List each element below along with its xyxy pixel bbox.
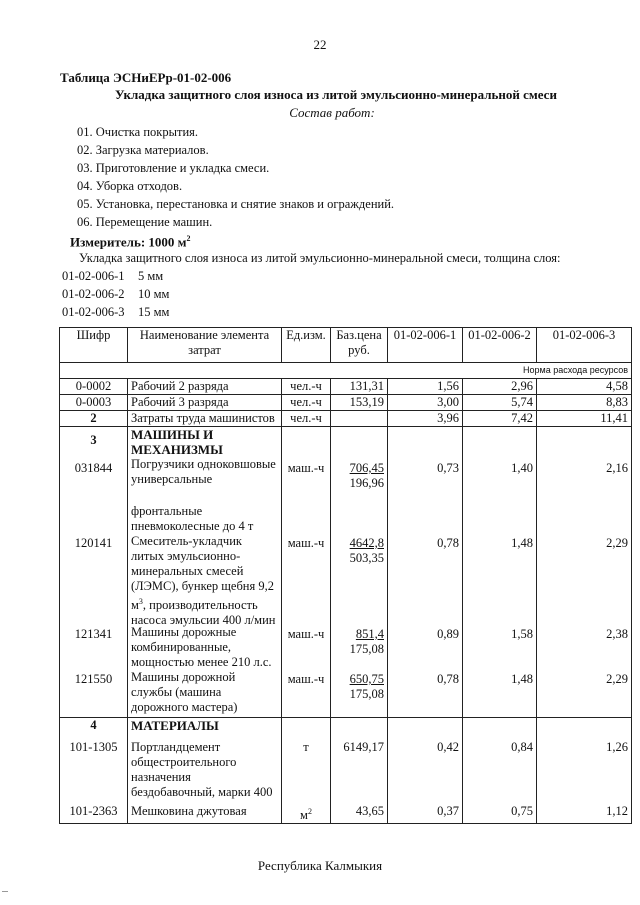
material-c2: 0,84 [511,740,533,754]
cell-code: 0-0003 [60,395,128,411]
measure-unit: Измеритель: 1000 $м^2$ [70,234,191,250]
code-line: 01-02-006-2 10 мм [62,287,170,301]
machine-c1: 0,89 [437,627,459,641]
materials-block-c1 [388,718,463,824]
material-price: 43,65 [355,804,384,818]
machines-block-units [282,427,331,718]
machine-name-cont: фронтальные пневмоколесные до 4 т [131,504,254,533]
resource-table [59,327,632,824]
section-materials [60,718,632,824]
norm-label: Норма расхода ресурсов [60,363,632,379]
machine-c2: 1,40 [511,461,533,475]
machine-code: 031844 [74,461,113,475]
machine-unit: маш.-ч [287,627,325,641]
material-unit: т [303,740,309,754]
section-title: МАШИНЫ И МЕХАНИЗМЫ [131,427,223,457]
work-item: 02. Загрузка материалов. [77,143,209,157]
cell-c2: 5,74 [463,395,537,411]
machine-unit: маш.-ч [287,461,325,475]
cell-unit: чел.-ч [282,379,331,395]
code-line: 01-02-006-1 5 мм [62,269,164,283]
machine-c1: 0,78 [437,672,459,686]
machine-code: 121341 [74,627,113,641]
material-c1: 0,37 [437,804,459,818]
work-description: Укладка защитного слоя износа из литой эмульсионно-минеральной смеси, толщина слоя: [79,251,561,265]
material-c1: 0,42 [437,740,459,754]
section-code: 4 [90,718,97,732]
machine-c3: 2,29 [606,536,628,550]
header-col1: 01-02-006-1 [388,328,463,363]
machines-block-c3 [537,427,632,718]
table-row [60,395,632,411]
page-number: 22 [313,37,327,52]
material-price: 6149,17 [343,740,384,754]
cell-price: 153,19 [331,395,388,411]
machine-c1: 0,78 [437,536,459,550]
table-header-row [60,328,632,363]
header-name: Наименование элемента затрат [128,328,282,363]
cell-price [331,411,388,427]
work-item: 04. Уборка отходов. [77,179,183,193]
machine-unit: маш.-ч [287,536,325,550]
machine-price: 851,4 175,08 [349,627,384,656]
cell-name: Рабочий 2 разряда [128,379,282,395]
materials-block-units [282,718,331,824]
table-row [60,411,632,427]
material-code: 101-2363 [69,804,118,818]
scan-mark [2,891,8,892]
material-code: 101-1305 [69,740,118,754]
cell-c3: 4,58 [537,379,632,395]
header-price: Баз.цена руб. [331,328,388,363]
header-col3: 01-02-006-3 [537,328,632,363]
machine-name: Машины дорожной службы (машина дорожного мастера) [131,670,238,714]
machine-code: 120141 [74,536,113,550]
materials-block-codes [60,718,128,824]
machines-block-c2 [463,427,537,718]
header-unit: Ед.изм. [282,328,331,363]
materials-block-prices [331,718,388,824]
header-code: Шифр [60,328,128,363]
cell-c1: 3,00 [388,395,463,411]
section-code: 3 [90,433,97,447]
material-unit: $м^2$ [300,807,312,823]
machine-c3: 2,29 [606,672,628,686]
cell-name: Затраты труда машинистов [128,411,282,427]
cell-unit: чел.-ч [282,411,331,427]
cell-c3: 11,41 [537,411,632,427]
table-row [60,379,632,395]
cell-unit: чел.-ч [282,395,331,411]
cell-c2: 2,96 [463,379,537,395]
machine-c2: 1,48 [511,536,533,550]
materials-block-names [128,718,282,824]
cell-price: 131,31 [331,379,388,395]
norm-label-row [60,363,632,379]
section-machines [60,427,632,718]
work-item: 05. Установка, перестановка и снятие знаков и ограждений. [77,197,395,211]
material-c3: 1,26 [606,740,628,754]
materials-block-c3 [537,718,632,824]
machine-c2: 1,58 [511,627,533,641]
material-name: Портландцемент общестроительного назначения бездобавочный, марки 400 [131,740,273,799]
cell-c3: 8,83 [537,395,632,411]
work-item: 06. Перемещение машин. [77,215,213,229]
machine-price: 4642,8 503,35 [349,536,384,565]
machines-block-c1 [388,427,463,718]
machine-name: Смеситель-укладчик литых эмульсионно-минеральных смесей (ЛЭМС), бункер щебня 9,2 $м^3$, производительность насоса эмульсии 400 л/мин [131,534,276,628]
machine-price: 706,45 196,96 [349,461,384,490]
material-name: Мешковина джутовая [131,804,247,818]
machine-code: 121550 [74,672,113,686]
header-col2: 01-02-006-2 [463,328,537,363]
machine-name: Машины дорожные комбинированные, мощностью менее 210 л.с. [131,625,272,669]
machine-name: Погрузчики одноковшовые универсальные [131,457,276,486]
work-item: 03. Приготовление и укладка смеси. [77,161,270,175]
table-subtitle: Укладка защитного слоя износа из литой эмульсионно-минеральной смеси [115,87,557,102]
material-c3: 1,12 [606,804,628,818]
cell-code: 0-0002 [60,379,128,395]
cell-code: 2 [60,411,128,427]
machines-block-prices [331,427,388,718]
table-title: Таблица ЭСНиЕРр-01-02-006 [60,70,232,85]
machine-c2: 1,48 [511,672,533,686]
cell-name: Рабочий 3 разряда [128,395,282,411]
cell-c2: 7,42 [463,411,537,427]
machine-unit: маш.-ч [287,672,325,686]
machines-block-names [128,427,282,718]
materials-block-c2 [463,718,537,824]
composition-heading: Состав работ: [289,105,375,120]
code-line: 01-02-006-3 15 мм [62,305,170,319]
machine-price: 650,75 175,08 [349,672,384,701]
machine-c3: 2,16 [606,461,628,475]
material-c2: 0,75 [511,804,533,818]
machine-c1: 0,73 [437,461,459,475]
cell-c1: 1,56 [388,379,463,395]
page-footer: Республика Калмыкия [257,858,383,873]
work-item: 01. Очистка покрытия. [77,125,199,139]
machines-block-codes [60,427,128,718]
section-title: МАТЕРИАЛЫ [131,718,219,733]
cell-c1: 3,96 [388,411,463,427]
machine-c3: 2,38 [606,627,628,641]
